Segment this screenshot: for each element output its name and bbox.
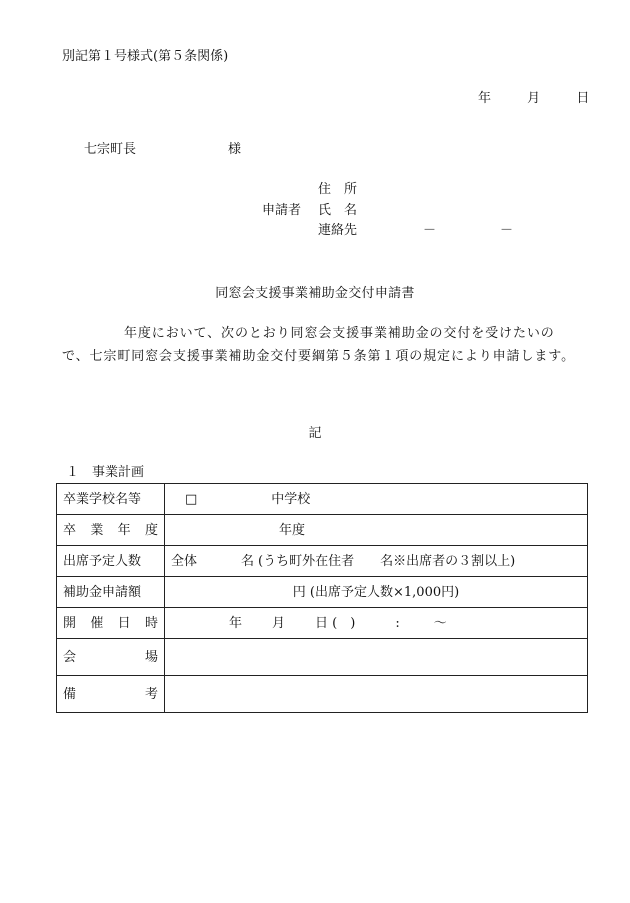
school-suffix: 中学校 — [271, 491, 311, 507]
table-row — [57, 546, 588, 577]
school-label-cell — [57, 484, 165, 515]
applicant-address-label: 住 所 — [318, 182, 358, 197]
table-row — [57, 484, 588, 515]
venue-value-cell[interactable] — [165, 639, 588, 676]
label-char: 度 — [144, 522, 158, 538]
applicant-contact — [318, 224, 513, 237]
amount-label-cell — [57, 577, 165, 608]
attendance-all: 全体 — [171, 553, 198, 569]
attendance-value-cell[interactable] — [165, 546, 588, 577]
date-year-label: 年 — [478, 91, 492, 106]
venue-label-cell — [57, 639, 165, 676]
year-label — [63, 524, 158, 537]
label-char: 備 — [63, 686, 77, 702]
label-char: 場 — [144, 649, 158, 665]
label-char: 日 — [117, 615, 131, 631]
table-row — [57, 639, 588, 676]
year-value-cell[interactable] — [165, 515, 588, 546]
date-label-cell — [57, 608, 165, 639]
contact-dash: － — [423, 223, 437, 238]
event-time-colon: : — [395, 615, 400, 631]
addressee-honorific: 様 — [228, 142, 242, 157]
remarks-label — [63, 688, 158, 701]
application-body-text: 年度において、次のとおり同窓会支援事業補助金の交付を受けたいので、七宗町同窓会支援事業補助金交付要綱第５条第１項の規定により申請します。 — [62, 326, 576, 364]
attendance-label: 出席予定人数 — [63, 553, 142, 569]
applicant-role-label: 申請者 — [262, 203, 302, 218]
date-month-label: 月 — [527, 91, 541, 106]
event-time-tilde: ～ — [433, 615, 447, 631]
label-char: 時 — [144, 615, 158, 631]
attendance-label-cell — [57, 546, 165, 577]
amount-text: 円 (出席予定人数×1,000円) — [292, 584, 460, 600]
venue-label — [63, 651, 158, 664]
application-body — [62, 322, 582, 368]
amount-label: 補助金申請額 — [63, 584, 142, 600]
event-month: 月 — [272, 615, 286, 631]
attendance-note: (うち町外在住者 名※出席者の３割以上) — [258, 553, 516, 569]
date-day-label: 日 — [576, 91, 590, 106]
label-char: 考 — [144, 686, 158, 702]
addressee — [84, 143, 241, 156]
attendance-unit: 名 — [241, 553, 255, 569]
table-row — [57, 515, 588, 546]
label-char: 開 — [63, 615, 77, 631]
table-row — [57, 577, 588, 608]
project-plan-table — [56, 483, 588, 713]
table-row — [57, 676, 588, 713]
amount-value-cell[interactable] — [165, 577, 588, 608]
applicant-contact-label: 連絡先 — [318, 223, 358, 238]
event-year: 年 — [229, 615, 243, 631]
label-char: 年 — [117, 522, 131, 538]
addressee-name: 七宗町長 — [84, 142, 137, 157]
form-number-label: 別記第１号様式(第５条関係) — [62, 49, 229, 64]
event-day: 日 ( ) — [315, 615, 356, 631]
label-char: 業 — [90, 522, 104, 538]
event-date-label — [63, 617, 158, 630]
school-value-cell[interactable] — [165, 484, 588, 515]
section-title: １ 事業計画 — [66, 465, 145, 480]
ki-heading: 記 — [308, 426, 322, 441]
table-row — [57, 608, 588, 639]
applicant-name-label: 氏 名 — [318, 203, 358, 218]
label-char: 卒 — [63, 522, 77, 538]
school-label: 卒業学校名等 — [63, 491, 142, 507]
contact-dash: － — [500, 223, 514, 238]
label-char: 会 — [63, 649, 77, 665]
remarks-value-cell[interactable] — [165, 676, 588, 713]
year-label-cell — [57, 515, 165, 546]
label-char: 催 — [90, 615, 104, 631]
document-title: 同窓会支援事業補助金交付申請書 — [215, 286, 415, 301]
checkbox-icon[interactable]: □ — [185, 491, 198, 507]
date-value-cell[interactable] — [165, 608, 588, 639]
application-date — [478, 92, 589, 105]
year-suffix: 年度 — [279, 522, 306, 538]
remarks-label-cell — [57, 676, 165, 713]
